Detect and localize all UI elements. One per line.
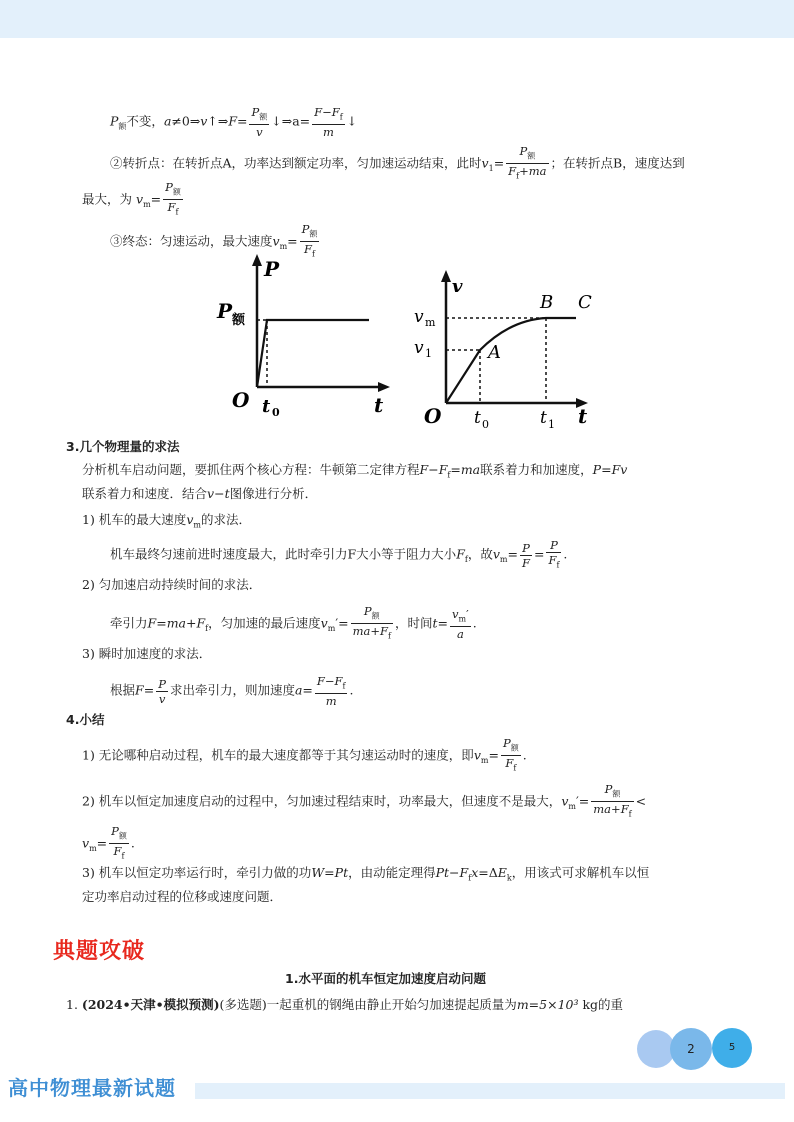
section-3-item-3: 3) 瞬时加速度的求法． [82, 646, 212, 661]
power-time-graph [212, 252, 402, 422]
origin-label: O [424, 404, 442, 428]
t-axis-label: t [374, 393, 384, 417]
origin-label: O [232, 388, 250, 412]
section-3-para-2: 联系着力和速度．结合v−t图像进行分析． [82, 486, 318, 501]
formula-line-1: $P_额$不变，a≠0⇒v↑⇒F= $\frac{P_额}{v}$ ↓⇒a= $\frac{F-F_f}{m}$ ↓ [110, 105, 358, 140]
section-3-item-3-body: 根据F= $\frac{P}{v}$ 求出牵引力，则加速度a= $\frac{F-F_f}{m}$ . [110, 674, 354, 709]
section-3-title: 3.几个物理量的求法 [66, 439, 180, 454]
p-axis-label: P [264, 257, 280, 281]
t0-label: t [474, 408, 481, 428]
point-c-label: C [578, 292, 592, 313]
svg-text:1: 1 [548, 418, 555, 431]
section-3-item-1: 1) 机车的最大速度$v_m$的求法． [82, 512, 251, 530]
t0-label: t [262, 396, 271, 417]
rated-power-label: P [217, 299, 233, 323]
v-axis-label: v [452, 276, 463, 297]
section-4-item-3-cont: 定功率启动过程的位移或速度问题． [82, 889, 283, 904]
sub-heading: 1.水平面的机车恒定加速度启动问题 [285, 971, 486, 986]
section-4-item-2-cont: $v_m=$ $\frac{P_额}{F_f}$ . [82, 824, 135, 861]
section-3-para-1: 分析机车启动问题，要抓住两个核心方程：牛顿第二定律方程$F-F_f=ma$联系着力和加速度，P=Fv [82, 462, 628, 480]
section-4-item-2: 2) 机车以恒定加速度启动的过程中，匀加速过程结束时，功率最大，但速度不是最大，$v_m'=$ $\frac{P_额}{ma+F_f}$ < [82, 782, 647, 819]
header-band [0, 0, 794, 38]
section-4-item-3: 3) 机车以恒定功率运行时，牵引力做的功W=Pt，由动能定理得$Pt-F_fx=\Delta E_k$，用该式可求解机车以恒 [82, 865, 650, 883]
final-state-line: ③终态：匀速运动，最大速度$v_m=$ $\frac{P_额}{F_f}$ [110, 222, 318, 259]
svg-text:1: 1 [425, 347, 432, 360]
point-b-label: B [540, 292, 554, 313]
svg-text:0: 0 [482, 418, 489, 431]
svg-text:m: m [425, 316, 436, 329]
vm-label: v [414, 307, 424, 327]
section-3-item-2-body: 牵引力$F=ma+F_f$，匀加速的最后速度$v_m'=$ $\frac{P_额}{ma+F_f}$ ，时间t= $\frac{v_m'}{a}$ . [110, 604, 477, 641]
max-speed-line: 最大，为 $v_m=$ $\frac{P_额}{F_f}$ [82, 180, 181, 217]
footer-title: 高中物理最新试题 [8, 1076, 176, 1100]
svg-text:额: 额 [232, 313, 246, 328]
svg-text:0: 0 [272, 406, 280, 419]
t1-label: t [540, 408, 547, 428]
section-heading: 典题攻破 [53, 939, 146, 964]
page-number: 2 [670, 1028, 712, 1070]
v1-label: v [414, 338, 424, 358]
question-1: 1. (2024•天津•模拟预测)(多选题)一起重机的钢绳由静止开始匀加速提起质量为m=5×10³ kg的重 [66, 997, 624, 1012]
section-3-item-2: 2) 匀加速启动持续时间的求法． [82, 577, 262, 592]
footer-band [195, 1083, 785, 1099]
t-axis-label: t [578, 404, 588, 428]
turning-point-line: ②转折点：在转折点A，功率达到额定功率，匀加速运动结束，此时$v_1=$ $\frac{P_额}{F_f+ma}$ ；在转折点B，速度达到 [110, 144, 685, 181]
section-4-item-1: 1) 无论哪种启动过程，机车的最大速度都等于其匀速运动时的速度，即$v_m=$ $\frac{P_额}{F_f}$ . [82, 736, 527, 773]
page-total: 5 [712, 1028, 752, 1068]
velocity-time-graph [410, 268, 600, 433]
section-3-item-1-body: 机车最终匀速前进时速度最大，此时牵引力F大小等于阻力大小$F_f$，故$v_m=$ $\frac{P}{F}$ = $\frac{P}{F_f}$ . [110, 538, 568, 570]
section-4-title: 4.小结 [66, 712, 105, 727]
point-a-label: A [488, 342, 501, 363]
